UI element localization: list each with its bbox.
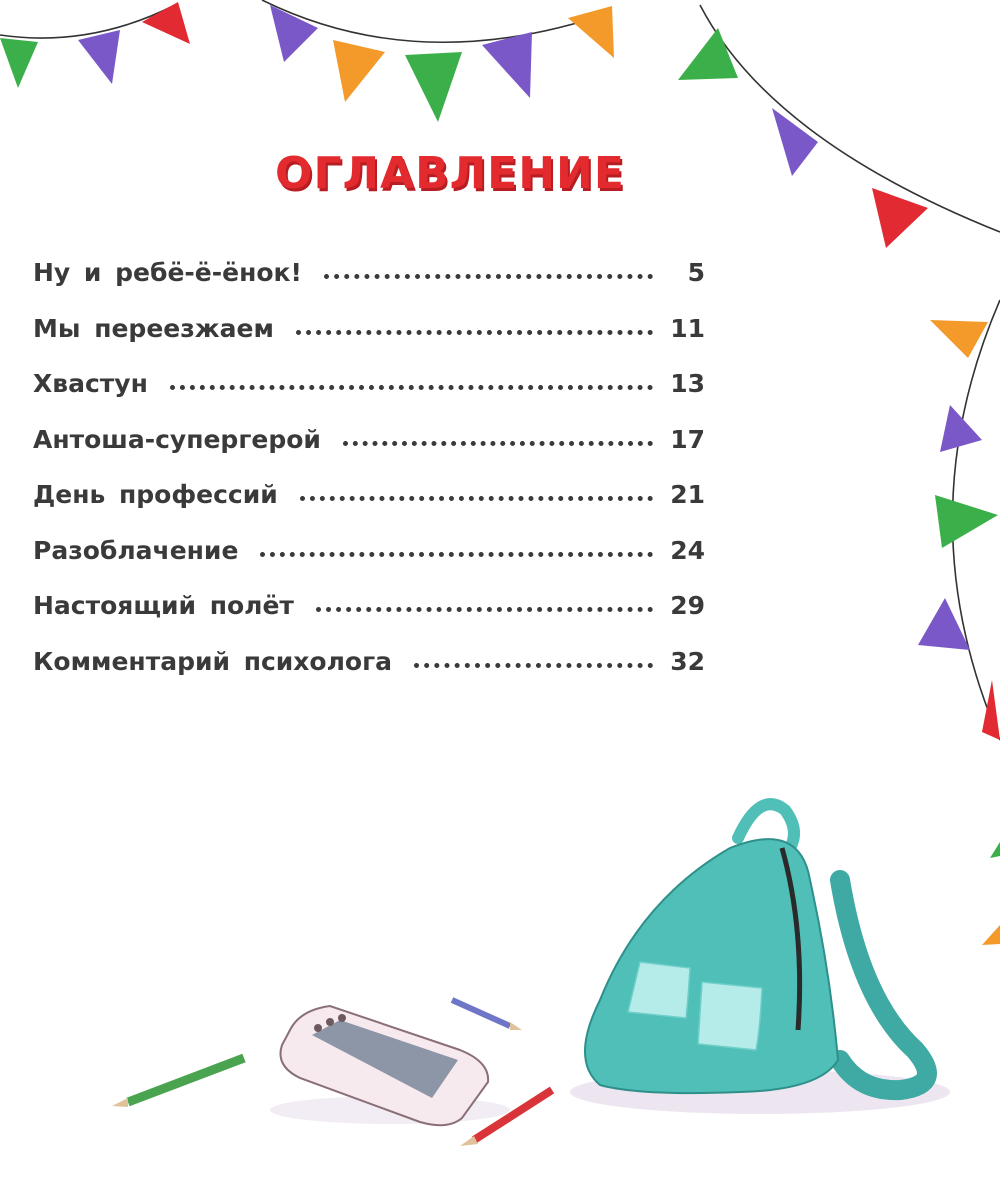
bunting-flag-purple	[78, 30, 120, 84]
page-title: ОГЛАВЛЕНИЕ	[275, 148, 625, 199]
dot-leader	[260, 548, 653, 557]
bunting-flag-green	[990, 842, 1000, 858]
toc-entry	[33, 536, 705, 592]
toc-entry	[33, 369, 705, 425]
tablet-button	[326, 1018, 334, 1026]
toc-entry-page: 17	[670, 424, 705, 454]
toc-entry	[33, 425, 705, 481]
toc-entry	[33, 314, 705, 370]
pencil-green	[112, 1058, 244, 1107]
bunting-flag-green	[935, 495, 998, 548]
toc-entry-title: Хвастун	[33, 369, 148, 398]
table-of-contents	[33, 258, 705, 702]
toc-entry-page: 29	[670, 591, 705, 620]
toc-entry-page: 5	[687, 258, 705, 287]
toc-entry-page: 32	[670, 646, 705, 676]
bunting-flag-purple	[482, 32, 532, 98]
bunting-flag-red	[142, 2, 190, 44]
toc-entry-page: 21	[670, 480, 705, 509]
bunting-flag-orange	[568, 6, 614, 58]
dot-leader	[300, 492, 653, 501]
toc-entry-title: Антоша-супергерой	[33, 424, 321, 454]
backpack-pocket	[628, 962, 690, 1018]
bunting-flag-green	[405, 52, 462, 122]
dot-leader	[343, 437, 653, 446]
tablet-button	[338, 1014, 346, 1022]
bunting-flag-purple	[940, 405, 982, 452]
backpack-strap	[840, 880, 927, 1090]
toc-entry	[33, 591, 705, 647]
toc-entry-title: Настоящий полёт	[33, 591, 294, 620]
bunting-flag-purple	[918, 598, 970, 650]
toc-entry-title: Разоблачение	[33, 535, 239, 565]
toc-entry	[33, 258, 705, 314]
bunting-flag-red	[982, 680, 1000, 740]
toc-entry	[33, 480, 705, 536]
dot-leader	[296, 326, 653, 335]
bunting-flag-green	[0, 38, 38, 88]
backpack	[585, 804, 927, 1093]
pencil-blue	[452, 1000, 522, 1030]
toc-entry-title: Комментарий психолога	[33, 646, 393, 676]
dot-leader	[324, 270, 653, 279]
toc-entry-title: Ну и ребё-ё-ёнок!	[33, 258, 302, 287]
bunting-flag-orange	[333, 40, 385, 102]
toc-entry-page: 11	[670, 313, 705, 343]
toc-entry-page: 24	[670, 535, 705, 565]
bunting-string	[262, 0, 612, 42]
dot-leader	[316, 603, 653, 612]
toc-entry-title: Мы переезжаем	[33, 313, 274, 343]
toc-entry-title: День профессий	[33, 480, 278, 509]
backpack-pocket	[698, 982, 762, 1050]
tablet-button	[314, 1024, 322, 1032]
bunting-flag-orange	[982, 925, 1000, 945]
bunting-flag-green	[678, 28, 738, 80]
dot-leader	[170, 381, 653, 390]
toc-entry	[33, 647, 705, 703]
toc-entry-page: 13	[670, 369, 705, 398]
dot-leader	[414, 659, 653, 668]
